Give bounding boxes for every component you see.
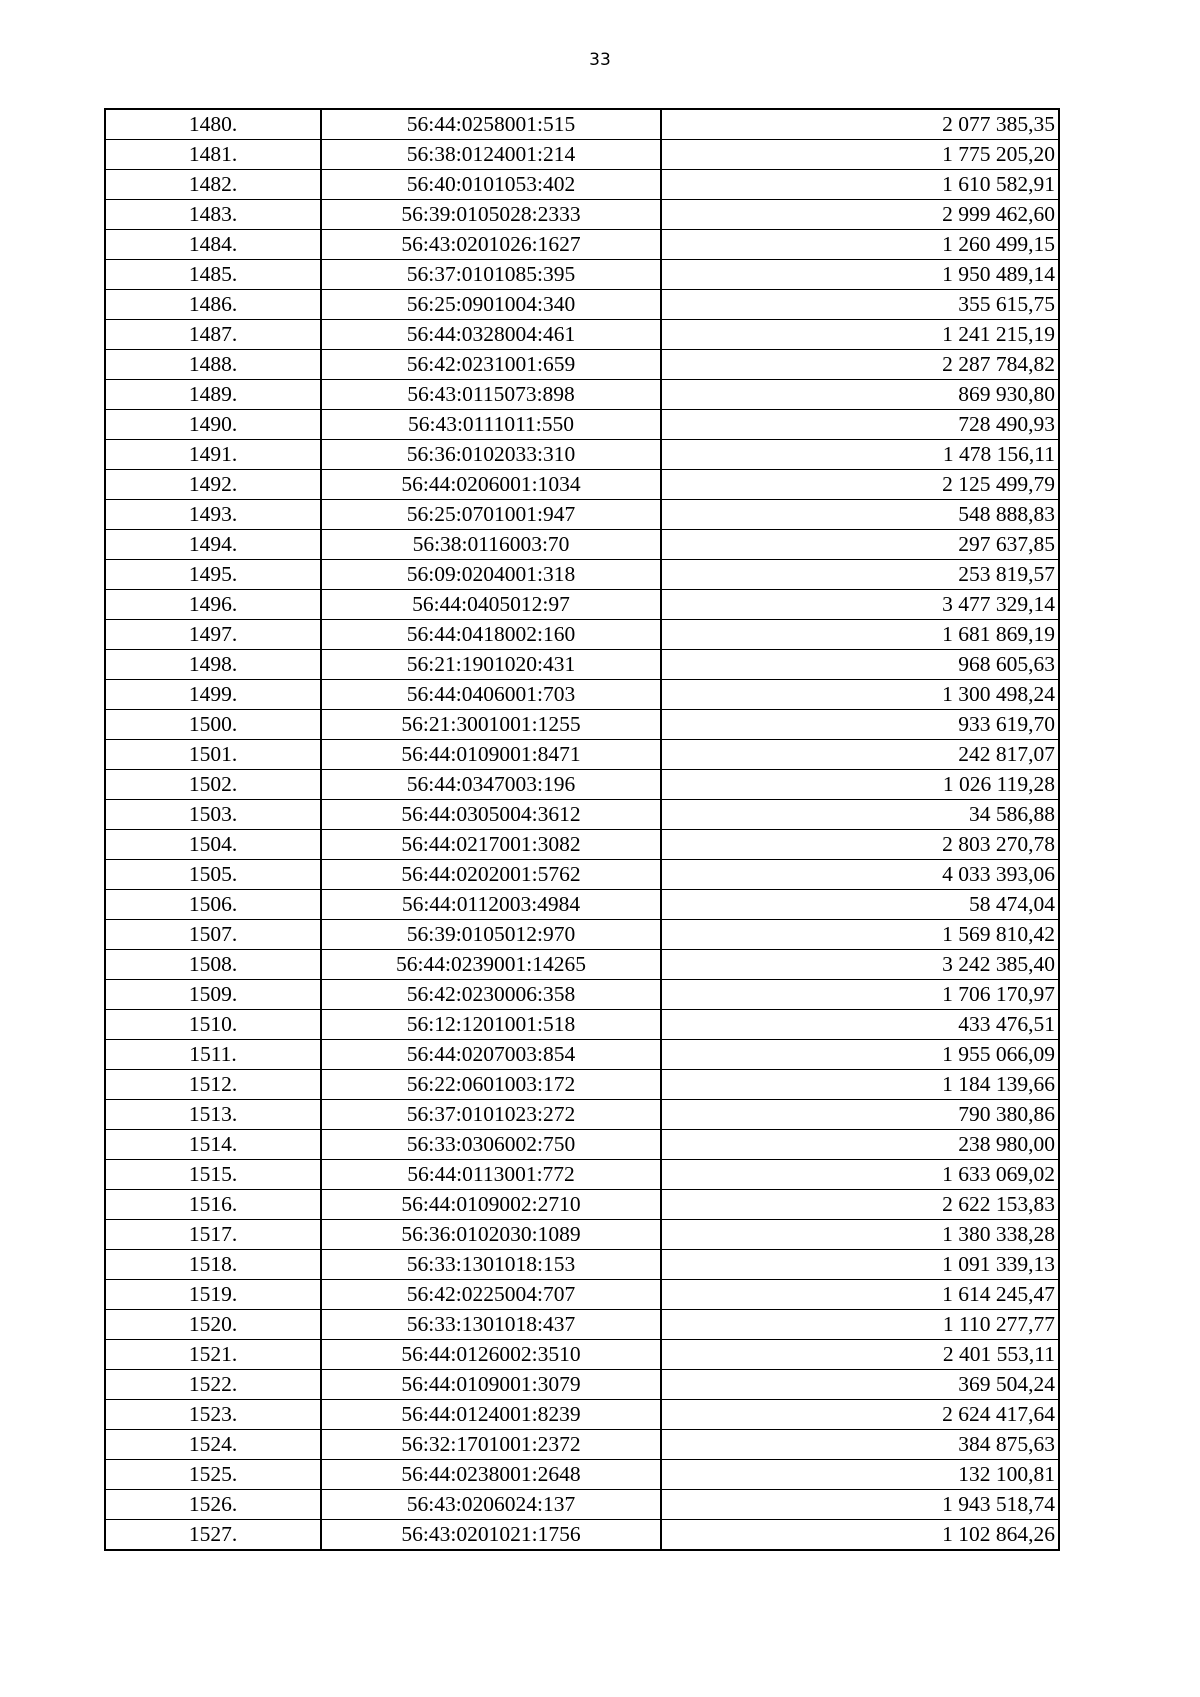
table-row — [105, 1190, 1059, 1220]
table-row — [105, 860, 1059, 890]
row-number-cell: 1484. — [105, 230, 321, 260]
row-number-cell: 1493. — [105, 500, 321, 530]
cadastral-value-cell: 2 401 553,11 — [661, 1340, 1059, 1370]
row-number-cell: 1501. — [105, 740, 321, 770]
cadastral-value-cell: 1 478 156,11 — [661, 440, 1059, 470]
row-number-cell: 1516. — [105, 1190, 321, 1220]
cadastral-value-cell: 1 241 215,19 — [661, 320, 1059, 350]
cadastral-value-cell: 34 586,88 — [661, 800, 1059, 830]
cadastral-number-cell: 56:21:1901020:431 — [321, 650, 661, 680]
row-number-cell: 1495. — [105, 560, 321, 590]
cadastral-number-cell: 56:36:0102030:1089 — [321, 1220, 661, 1250]
row-number-cell: 1486. — [105, 290, 321, 320]
row-number-cell: 1485. — [105, 260, 321, 290]
cadastral-value-cell: 933 619,70 — [661, 710, 1059, 740]
cadastral-value-cell: 242 817,07 — [661, 740, 1059, 770]
row-number-cell: 1490. — [105, 410, 321, 440]
row-number-cell: 1512. — [105, 1070, 321, 1100]
table-row — [105, 410, 1059, 440]
cadastral-value-cell: 355 615,75 — [661, 290, 1059, 320]
row-number-cell: 1483. — [105, 200, 321, 230]
table-row — [105, 470, 1059, 500]
row-number-cell: 1502. — [105, 770, 321, 800]
cadastral-number-cell: 56:44:0405012:97 — [321, 590, 661, 620]
row-number-cell: 1482. — [105, 170, 321, 200]
row-number-cell: 1480. — [105, 109, 321, 140]
cadastral-number-cell: 56:09:0204001:318 — [321, 560, 661, 590]
cadastral-value-cell: 369 504,24 — [661, 1370, 1059, 1400]
cadastral-value-cell: 869 930,80 — [661, 380, 1059, 410]
table-row — [105, 290, 1059, 320]
table-row — [105, 109, 1059, 140]
table-row — [105, 770, 1059, 800]
cadastral-value-cell: 238 980,00 — [661, 1130, 1059, 1160]
cadastral-value-cell: 2 077 385,35 — [661, 109, 1059, 140]
table-row — [105, 1370, 1059, 1400]
table-row — [105, 1460, 1059, 1490]
cadastral-value-cell: 1 633 069,02 — [661, 1160, 1059, 1190]
cadastral-number-cell: 56:44:0239001:14265 — [321, 950, 661, 980]
cadastral-number-cell: 56:44:0406001:703 — [321, 680, 661, 710]
table-row — [105, 890, 1059, 920]
registry-table-body — [105, 109, 1059, 1550]
table-row — [105, 620, 1059, 650]
cadastral-value-cell: 1 950 489,14 — [661, 260, 1059, 290]
cadastral-number-cell: 56:44:0126002:3510 — [321, 1340, 661, 1370]
table-row — [105, 1130, 1059, 1160]
cadastral-value-cell: 2 287 784,82 — [661, 350, 1059, 380]
cadastral-value-cell: 1 184 139,66 — [661, 1070, 1059, 1100]
table-row — [105, 1100, 1059, 1130]
cadastral-number-cell: 56:44:0109001:8471 — [321, 740, 661, 770]
cadastral-value-cell: 548 888,83 — [661, 500, 1059, 530]
cadastral-number-cell: 56:25:0701001:947 — [321, 500, 661, 530]
cadastral-value-cell: 1 300 498,24 — [661, 680, 1059, 710]
row-number-cell: 1521. — [105, 1340, 321, 1370]
table-row — [105, 830, 1059, 860]
table-row — [105, 200, 1059, 230]
cadastral-value-cell: 1 026 119,28 — [661, 770, 1059, 800]
row-number-cell: 1500. — [105, 710, 321, 740]
cadastral-value-cell: 253 819,57 — [661, 560, 1059, 590]
row-number-cell: 1510. — [105, 1010, 321, 1040]
table-row — [105, 590, 1059, 620]
cadastral-value-cell: 3 242 385,40 — [661, 950, 1059, 980]
table-row — [105, 980, 1059, 1010]
cadastral-value-cell: 1 614 245,47 — [661, 1280, 1059, 1310]
cadastral-value-cell: 58 474,04 — [661, 890, 1059, 920]
table-row — [105, 260, 1059, 290]
registry-table — [104, 108, 1060, 1551]
cadastral-value-cell: 297 637,85 — [661, 530, 1059, 560]
cadastral-value-cell: 1 681 869,19 — [661, 620, 1059, 650]
cadastral-value-cell: 1 706 170,97 — [661, 980, 1059, 1010]
table-row — [105, 530, 1059, 560]
cadastral-number-cell: 56:44:0206001:1034 — [321, 470, 661, 500]
cadastral-number-cell: 56:12:1201001:518 — [321, 1010, 661, 1040]
cadastral-value-cell: 968 605,63 — [661, 650, 1059, 680]
row-number-cell: 1520. — [105, 1310, 321, 1340]
cadastral-number-cell: 56:44:0258001:515 — [321, 109, 661, 140]
table-row — [105, 1010, 1059, 1040]
cadastral-number-cell: 56:42:0225004:707 — [321, 1280, 661, 1310]
table-row — [105, 1220, 1059, 1250]
cadastral-number-cell: 56:37:0101085:395 — [321, 260, 661, 290]
row-number-cell: 1498. — [105, 650, 321, 680]
row-number-cell: 1525. — [105, 1460, 321, 1490]
table-row — [105, 800, 1059, 830]
row-number-cell: 1497. — [105, 620, 321, 650]
row-number-cell: 1526. — [105, 1490, 321, 1520]
table-row — [105, 710, 1059, 740]
cadastral-number-cell: 56:44:0112003:4984 — [321, 890, 661, 920]
row-number-cell: 1505. — [105, 860, 321, 890]
row-number-cell: 1508. — [105, 950, 321, 980]
table-row — [105, 1280, 1059, 1310]
cadastral-number-cell: 56:44:0238001:2648 — [321, 1460, 661, 1490]
cadastral-number-cell: 56:44:0109002:2710 — [321, 1190, 661, 1220]
cadastral-number-cell: 56:44:0418002:160 — [321, 620, 661, 650]
table-row — [105, 170, 1059, 200]
table-row — [105, 140, 1059, 170]
row-number-cell: 1524. — [105, 1430, 321, 1460]
cadastral-number-cell: 56:32:1701001:2372 — [321, 1430, 661, 1460]
table-row — [105, 1430, 1059, 1460]
cadastral-value-cell: 384 875,63 — [661, 1430, 1059, 1460]
cadastral-value-cell: 1 260 499,15 — [661, 230, 1059, 260]
cadastral-number-cell: 56:44:0347003:196 — [321, 770, 661, 800]
cadastral-value-cell: 1 775 205,20 — [661, 140, 1059, 170]
cadastral-number-cell: 56:33:0306002:750 — [321, 1130, 661, 1160]
cadastral-number-cell: 56:40:0101053:402 — [321, 170, 661, 200]
cadastral-number-cell: 56:39:0105012:970 — [321, 920, 661, 950]
cadastral-number-cell: 56:38:0124001:214 — [321, 140, 661, 170]
table-row — [105, 500, 1059, 530]
cadastral-number-cell: 56:42:0230006:358 — [321, 980, 661, 1010]
cadastral-value-cell: 728 490,93 — [661, 410, 1059, 440]
cadastral-number-cell: 56:44:0217001:3082 — [321, 830, 661, 860]
row-number-cell: 1522. — [105, 1370, 321, 1400]
table-row — [105, 650, 1059, 680]
cadastral-number-cell: 56:39:0105028:2333 — [321, 200, 661, 230]
cadastral-number-cell: 56:36:0102033:310 — [321, 440, 661, 470]
row-number-cell: 1514. — [105, 1130, 321, 1160]
table-row — [105, 1310, 1059, 1340]
cadastral-number-cell: 56:25:0901004:340 — [321, 290, 661, 320]
cadastral-value-cell: 1 610 582,91 — [661, 170, 1059, 200]
row-number-cell: 1494. — [105, 530, 321, 560]
table-row — [105, 950, 1059, 980]
cadastral-number-cell: 56:44:0124001:8239 — [321, 1400, 661, 1430]
row-number-cell: 1517. — [105, 1220, 321, 1250]
table-row — [105, 1040, 1059, 1070]
cadastral-value-cell: 4 033 393,06 — [661, 860, 1059, 890]
row-number-cell: 1507. — [105, 920, 321, 950]
cadastral-value-cell: 2 803 270,78 — [661, 830, 1059, 860]
cadastral-value-cell: 790 380,86 — [661, 1100, 1059, 1130]
table-row — [105, 1400, 1059, 1430]
cadastral-number-cell: 56:22:0601003:172 — [321, 1070, 661, 1100]
table-row — [105, 1250, 1059, 1280]
cadastral-number-cell: 56:42:0231001:659 — [321, 350, 661, 380]
cadastral-number-cell: 56:38:0116003:70 — [321, 530, 661, 560]
cadastral-number-cell: 56:43:0115073:898 — [321, 380, 661, 410]
row-number-cell: 1492. — [105, 470, 321, 500]
cadastral-value-cell: 2 622 153,83 — [661, 1190, 1059, 1220]
row-number-cell: 1499. — [105, 680, 321, 710]
table-row — [105, 1490, 1059, 1520]
row-number-cell: 1509. — [105, 980, 321, 1010]
row-number-cell: 1513. — [105, 1100, 321, 1130]
table-row — [105, 1160, 1059, 1190]
table-row — [105, 920, 1059, 950]
cadastral-value-cell: 2 125 499,79 — [661, 470, 1059, 500]
cadastral-value-cell: 132 100,81 — [661, 1460, 1059, 1490]
row-number-cell: 1506. — [105, 890, 321, 920]
table-row — [105, 740, 1059, 770]
table-row — [105, 1520, 1059, 1551]
row-number-cell: 1488. — [105, 350, 321, 380]
table-row — [105, 380, 1059, 410]
table-row — [105, 560, 1059, 590]
cadastral-value-cell: 1 569 810,42 — [661, 920, 1059, 950]
cadastral-value-cell: 1 955 066,09 — [661, 1040, 1059, 1070]
row-number-cell: 1518. — [105, 1250, 321, 1280]
row-number-cell: 1527. — [105, 1520, 321, 1551]
cadastral-value-cell: 1 380 338,28 — [661, 1220, 1059, 1250]
cadastral-number-cell: 56:43:0206024:137 — [321, 1490, 661, 1520]
cadastral-number-cell: 56:43:0111011:550 — [321, 410, 661, 440]
row-number-cell: 1511. — [105, 1040, 321, 1070]
cadastral-number-cell: 56:21:3001001:1255 — [321, 710, 661, 740]
cadastral-value-cell: 2 999 462,60 — [661, 200, 1059, 230]
cadastral-value-cell: 1 943 518,74 — [661, 1490, 1059, 1520]
row-number-cell: 1487. — [105, 320, 321, 350]
row-number-cell: 1496. — [105, 590, 321, 620]
cadastral-number-cell: 56:44:0202001:5762 — [321, 860, 661, 890]
table-row — [105, 680, 1059, 710]
row-number-cell: 1491. — [105, 440, 321, 470]
cadastral-number-cell: 56:37:0101023:272 — [321, 1100, 661, 1130]
cadastral-value-cell: 1 110 277,77 — [661, 1310, 1059, 1340]
cadastral-number-cell: 56:44:0207003:854 — [321, 1040, 661, 1070]
page-number: 33 — [589, 50, 611, 70]
table-row — [105, 1340, 1059, 1370]
row-number-cell: 1515. — [105, 1160, 321, 1190]
row-number-cell: 1523. — [105, 1400, 321, 1430]
table-row — [105, 350, 1059, 380]
cadastral-number-cell: 56:33:1301018:153 — [321, 1250, 661, 1280]
cadastral-number-cell: 56:43:0201026:1627 — [321, 230, 661, 260]
cadastral-value-cell: 433 476,51 — [661, 1010, 1059, 1040]
cadastral-number-cell: 56:43:0201021:1756 — [321, 1520, 661, 1551]
row-number-cell: 1519. — [105, 1280, 321, 1310]
cadastral-number-cell: 56:33:1301018:437 — [321, 1310, 661, 1340]
row-number-cell: 1489. — [105, 380, 321, 410]
row-number-cell: 1481. — [105, 140, 321, 170]
cadastral-value-cell: 1 102 864,26 — [661, 1520, 1059, 1551]
table-row — [105, 320, 1059, 350]
table-row — [105, 440, 1059, 470]
table-row — [105, 230, 1059, 260]
cadastral-number-cell: 56:44:0305004:3612 — [321, 800, 661, 830]
cadastral-number-cell: 56:44:0113001:772 — [321, 1160, 661, 1190]
cadastral-number-cell: 56:44:0328004:461 — [321, 320, 661, 350]
cadastral-value-cell: 2 624 417,64 — [661, 1400, 1059, 1430]
row-number-cell: 1504. — [105, 830, 321, 860]
cadastral-value-cell: 3 477 329,14 — [661, 590, 1059, 620]
table-row — [105, 1070, 1059, 1100]
row-number-cell: 1503. — [105, 800, 321, 830]
cadastral-value-cell: 1 091 339,13 — [661, 1250, 1059, 1280]
cadastral-number-cell: 56:44:0109001:3079 — [321, 1370, 661, 1400]
